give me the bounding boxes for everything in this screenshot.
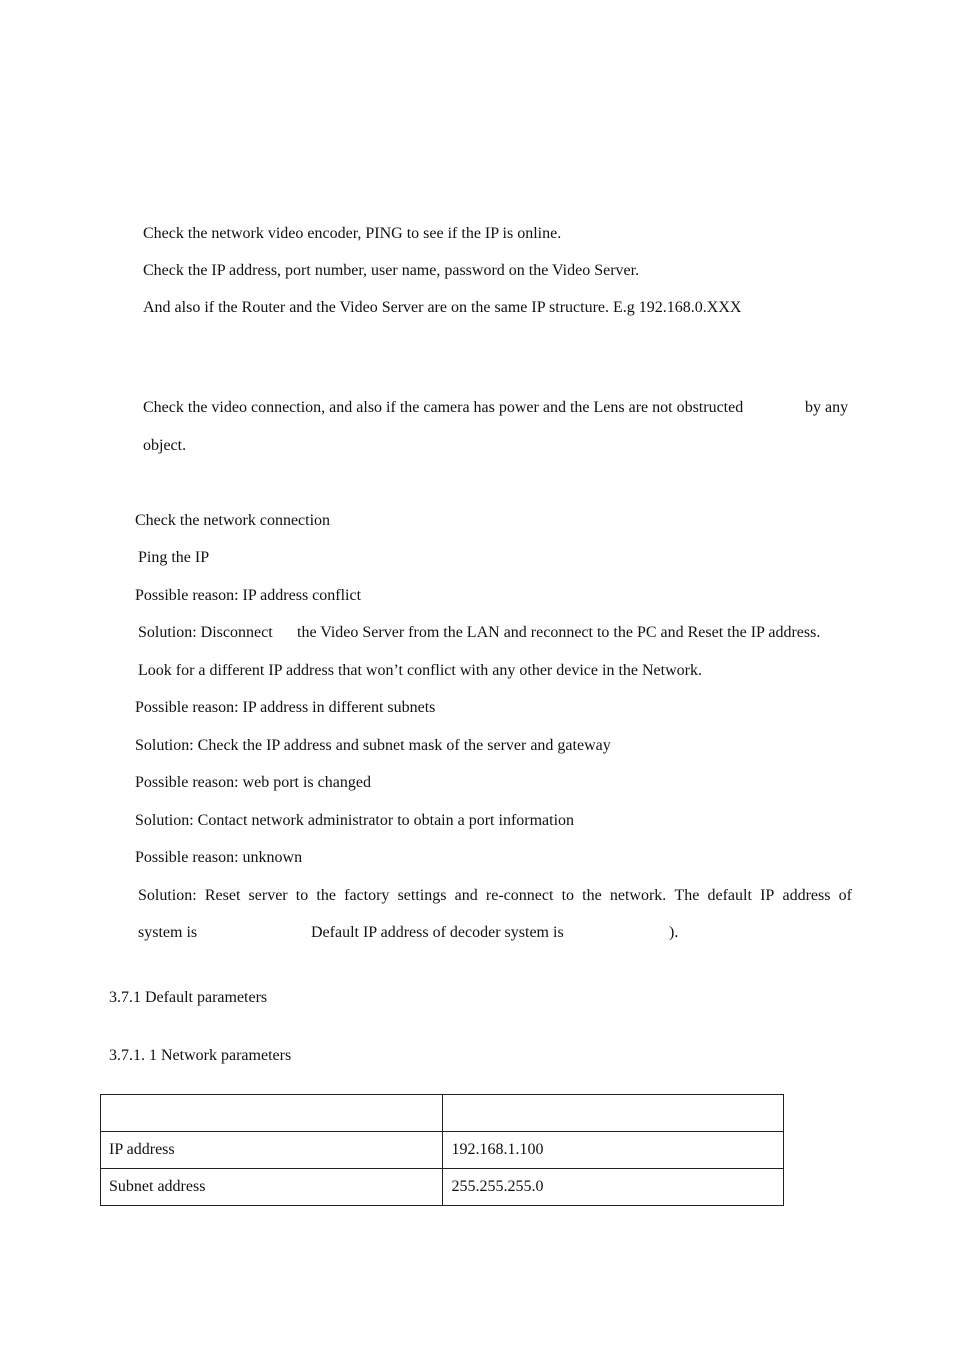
text-line-check-network-connection: Check the network connection [135, 512, 331, 529]
table-cell-ip-address-label: IP address [101, 1132, 443, 1169]
word: and [454, 887, 478, 904]
text-line-closing-paren: ). [669, 924, 679, 941]
text-line-solution-subnet-mask: Solution: Check the IP address and subnet mask of the server and gateway [135, 737, 611, 754]
word: the [316, 887, 336, 904]
heading-default-parameters: 3.7.1 Default parameters [109, 989, 268, 1006]
word: IP [760, 887, 775, 904]
table-header-cell [101, 1095, 443, 1132]
table-row [101, 1169, 784, 1206]
text-line-reason-subnets: Possible reason: IP address in different subnets [135, 699, 436, 716]
word: network. [609, 887, 667, 904]
word: The [674, 887, 700, 904]
text-line-ping-ip: Ping the IP [138, 549, 210, 566]
word: to [561, 887, 575, 904]
word: re-connect [485, 887, 554, 904]
text-line-solution-different-ip: Look for a different IP address that won’t conflict with any other device in the Network. [138, 662, 702, 679]
table-cell-ip-address-value: 192.168.1.100 [443, 1132, 784, 1169]
word: default [707, 887, 752, 904]
table-header-cell [443, 1095, 784, 1132]
text-line-reason-ip-conflict: Possible reason: IP address conflict [135, 587, 362, 604]
table-cell-subnet-label: Subnet address [101, 1169, 443, 1206]
text-line-video-connection: Check the video connection, and also if the camera has power and the Lens are not obstructed [143, 399, 744, 416]
table-cell-subnet-value: 255.255.255.0 [443, 1169, 784, 1206]
word: of [838, 887, 852, 904]
text-line-solution-disconnect-rest: the Video Server from the LAN and reconnect to the PC and Reset the IP address. [297, 624, 821, 641]
table-row [101, 1132, 784, 1169]
word: factory [344, 887, 390, 904]
text-line-reason-unknown: Possible reason: unknown [135, 849, 303, 866]
network-parameters-table [100, 1094, 784, 1206]
word: to [295, 887, 309, 904]
text-line-decoder-default-ip: Default IP address of decoder system is [311, 924, 564, 941]
heading-network-parameters: 3.7.1. 1 Network parameters [109, 1047, 292, 1064]
word: settings [397, 887, 447, 904]
text-line-solution-contact-admin: Solution: Contact network administrator to obtain a port information [135, 812, 575, 829]
text-line-object: object. [143, 437, 187, 454]
text-line-ping-check: Check the network video encoder, PING to see if the IP is online. [143, 225, 562, 242]
text-line-solution-disconnect-start: Solution: Disconnect [138, 624, 273, 641]
text-line-router-check: And also if the Router and the Video Server are on the same IP structure. E.g 192.168.0.XXX [143, 299, 742, 316]
word: address [782, 887, 831, 904]
text-line-solution-reset [138, 886, 852, 906]
text-line-system-is: system is [138, 924, 198, 941]
text-line-ip-check: Check the IP address, port number, user name, password on the Video Server. [143, 262, 640, 279]
word: Reset [204, 887, 241, 904]
text-line-video-connection-tail: by any [805, 399, 849, 416]
word: server [248, 887, 288, 904]
word: Solution: [138, 887, 197, 904]
word: the [582, 887, 602, 904]
table-header-row [101, 1095, 784, 1132]
text-line-reason-web-port: Possible reason: web port is changed [135, 774, 371, 791]
